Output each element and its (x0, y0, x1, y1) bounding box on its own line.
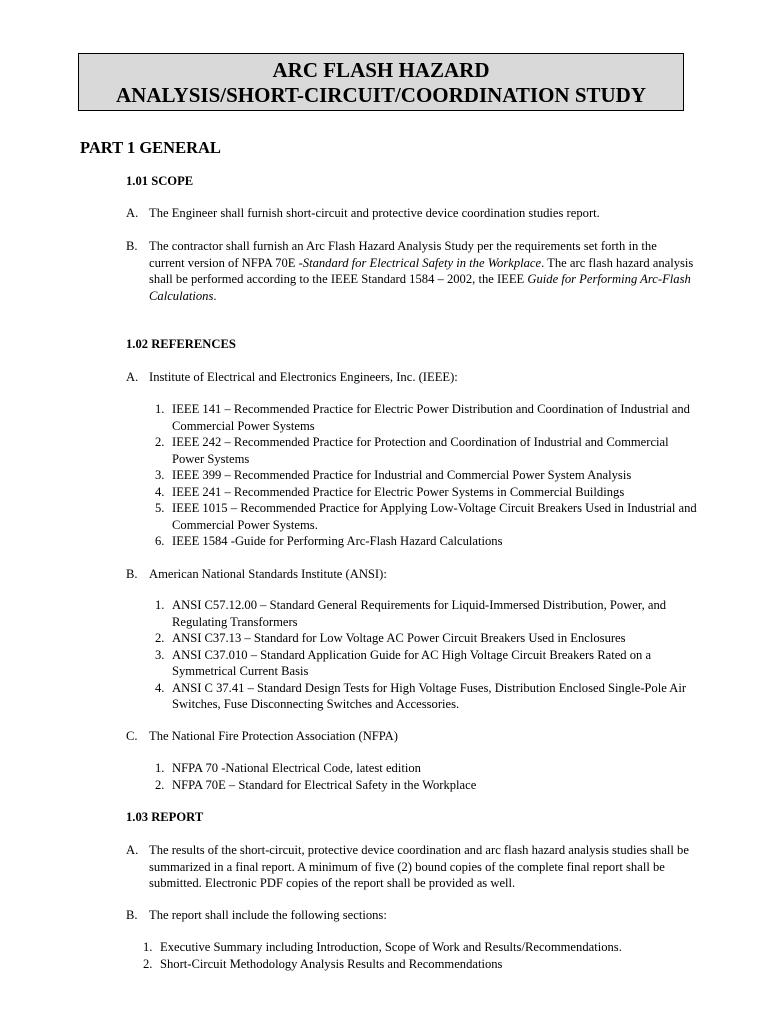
list-text: Executive Summary including Introduction, Scope of Work and Results/Recommendations. (160, 940, 622, 954)
scope-item-b (126, 238, 694, 304)
ansi-reference-item (155, 680, 700, 713)
list-text: IEEE 399 – Recommended Practice for Industrial and Commercial Power System Analysis (172, 468, 632, 482)
item-letter: C. (126, 729, 138, 743)
list-text: Short-Circuit Methodology Analysis Results and Recommendations (160, 956, 503, 971)
ieee-reference-item (155, 500, 700, 533)
references-item-b (126, 566, 706, 583)
section-heading-scope: 1.01 SCOPE (126, 174, 194, 188)
title-line-1: ARC FLASH HAZARD (272, 58, 490, 82)
list-text: NFPA 70 -National Electrical Code, latest edition (172, 761, 421, 775)
list-text: IEEE 241 – Recommended Practice for Electric Power Systems in Commercial Buildings (172, 484, 625, 499)
ieee-reference-item (155, 484, 700, 501)
item-text: The results of the short-circuit, protective device coordination and arc flash hazard analysis studies shall be summarized in a final report. A minimum of five (2) bound copies of the complete final report shall be submitted. Electronic PDF copies of the report shall be provided as well. (149, 843, 689, 890)
list-number: 3. (155, 468, 165, 482)
document-title-box (78, 53, 684, 111)
ieee-reference-item (155, 533, 700, 550)
italic-standard-title: Standard for Electrical Safety in the Workplace (302, 255, 542, 270)
ieee-reference-item (155, 434, 700, 467)
list-text: ANSI C57.12.00 – Standard General Requirements for Liquid-Immersed Distribution, Power, and Regulating Transformers (172, 598, 667, 629)
ieee-reference-list (155, 401, 700, 550)
list-text: ANSI C37.010 – Standard Application Guide for AC High Voltage Circuit Breakers Rated on a Symmetrical Current Basis (172, 647, 652, 678)
part-heading: PART 1 GENERAL (80, 138, 221, 157)
item-letter: B. (126, 567, 138, 581)
list-number: 1. (155, 598, 165, 612)
list-text: IEEE 1015 – Recommended Practice for Applying Low-Voltage Circuit Breakers Used in Industrial and Commercial Power Systems. (172, 501, 697, 532)
list-number: 2. (143, 956, 153, 971)
ansi-reference-list (155, 597, 700, 713)
item-text: The National Fire Protection Association (NFPA) (149, 729, 398, 743)
list-text: IEEE 242 – Recommended Practice for Protection and Coordination of Industrial and Commercial Power Systems (172, 435, 669, 466)
report-sections-list (143, 939, 703, 972)
item-text: The Engineer shall furnish short-circuit and protective device coordination studies report. (149, 206, 600, 220)
list-number: 2. (155, 435, 165, 449)
list-number: 2. (155, 777, 165, 792)
list-number: 1. (155, 402, 165, 416)
list-text: IEEE 141 – Recommended Practice for Electric Power Distribution and Coordination of Industrial and Commercial Power Systems (172, 402, 690, 433)
item-text: The report shall include the following sections: (149, 908, 387, 922)
list-number: 3. (155, 647, 165, 662)
list-text: NFPA 70E – Standard for Electrical Safety in the Workplace (172, 777, 477, 792)
item-text: Institute of Electrical and Electronics Engineers, Inc. (IEEE): (149, 370, 458, 384)
ansi-reference-item (155, 597, 700, 630)
report-item-a (126, 842, 701, 892)
report-section-item (143, 939, 703, 956)
ansi-reference-item (155, 630, 700, 647)
list-number: 6. (155, 534, 165, 548)
list-text: ANSI C 37.41 – Standard Design Tests for High Voltage Fuses, Distribution Enclosed Single-Pole Air Switches, Fuse Disconnecting Switches and Accessories. (172, 680, 687, 711)
item-text: American National Standards Institute (ANSI): (149, 567, 387, 581)
scope-item-a (126, 205, 706, 222)
item-letter: B. (126, 239, 138, 253)
ieee-reference-item (155, 467, 700, 484)
report-section-item (143, 956, 703, 973)
ansi-reference-item (155, 647, 700, 680)
item-letter: A. (126, 206, 139, 220)
italic-guide-title: Guide for Performing Arc-Flash Calculations (149, 272, 691, 303)
list-number: 5. (155, 501, 165, 515)
item-letter: B. (126, 908, 138, 922)
nfpa-reference-item (155, 777, 700, 794)
references-item-c (126, 728, 706, 745)
references-item-a (126, 369, 706, 386)
list-number: 2. (155, 631, 165, 645)
list-number: 1. (155, 761, 165, 775)
nfpa-reference-list (155, 760, 700, 793)
item-text: The contractor shall furnish an Arc Flash Hazard Analysis Study per the requirements set forth in the current version of NFPA 70E -Standard for Electrical Safety in the Workplace. The arc flash hazard analysis shall be performed according to the IEEE Standard 1584 – 2002, the IEEE Guide for Performing Arc-Flash Calculations. (149, 239, 694, 303)
list-number: 4. (155, 680, 165, 695)
list-number: 1. (143, 940, 153, 954)
list-number: 4. (155, 484, 165, 499)
nfpa-reference-item (155, 760, 700, 777)
list-text: IEEE 1584 -Guide for Performing Arc-Flash Hazard Calculations (172, 534, 503, 548)
ieee-reference-item (155, 401, 700, 434)
title-line-2: ANALYSIS/SHORT-CIRCUIT/COORDINATION STUDY (115, 83, 647, 107)
report-item-b (126, 907, 706, 924)
item-letter: A. (126, 843, 139, 857)
list-text: ANSI C37.13 – Standard for Low Voltage AC Power Circuit Breakers Used in Enclosures (172, 631, 626, 645)
section-heading-report: 1.03 REPORT (126, 810, 204, 824)
section-heading-references: 1.02 REFERENCES (126, 337, 236, 351)
item-letter: A. (126, 370, 139, 384)
